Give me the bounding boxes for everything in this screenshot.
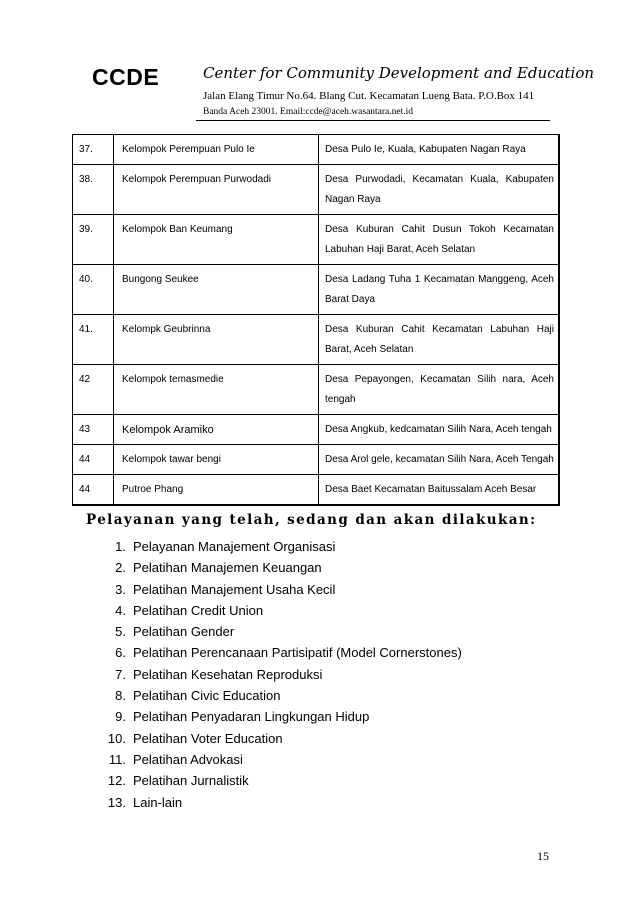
list-item	[86, 557, 462, 578]
list-item	[86, 600, 462, 621]
row-number: 42	[73, 365, 114, 415]
item-text: Pelatihan Gender	[133, 624, 235, 640]
list-item	[86, 749, 462, 770]
org-logo: CCDE	[92, 64, 160, 90]
table-row	[73, 475, 560, 506]
row-number: 40.	[73, 265, 114, 315]
list-item	[86, 706, 462, 727]
table-row	[73, 415, 560, 445]
item-number: 6.	[115, 645, 126, 661]
table-row	[73, 165, 560, 215]
item-number: 11.	[108, 751, 126, 767]
row-number: 41.	[73, 315, 114, 365]
item-text: Pelatihan Manajement Usaha Kecil	[133, 581, 336, 597]
item-number: 13.	[107, 794, 126, 810]
item-text: Pelatihan Manajemen Keuangan	[133, 560, 322, 576]
group-name: Kelompok Aramiko	[114, 415, 319, 445]
item-text: Pelatihan Advokasi	[133, 751, 243, 767]
org-address-line1: Jalan Elang Timur No.64. Blang Cut. Kecamatan Lueng Bata. P.O.Box 141	[203, 90, 535, 102]
org-address-line2: Banda Aceh 23001. Email:ccde@aceh.wasantara.net.id	[203, 107, 414, 117]
row-number: 43	[73, 415, 114, 445]
item-text: Pelatihan Perencanaan Partisipatif (Model Cornerstones)	[133, 645, 462, 661]
services-list	[86, 536, 462, 813]
list-item	[86, 642, 462, 663]
group-name: Kelompok Perempuan Pulo Ie	[114, 135, 319, 165]
row-number: 44	[73, 445, 114, 475]
item-text: Pelatihan Kesehatan Reproduksi	[133, 666, 323, 682]
item-text: Pelatihan Voter Education	[133, 730, 283, 746]
group-location: Desa Baet Kecamatan Baitussalam Aceh Besar	[319, 475, 560, 506]
group-location: Desa Kuburan Cahit Kecamatan Labuhan Haji Barat, Aceh Selatan	[319, 315, 560, 365]
row-number: 39.	[73, 215, 114, 265]
item-number: 7.	[115, 666, 126, 682]
group-name: Kelompok Ban Keumang	[114, 215, 319, 265]
org-title: Center for Community Development and Education	[203, 64, 595, 82]
item-text: Pelatihan Credit Union	[133, 602, 264, 618]
groups-table	[72, 134, 560, 506]
group-location: Desa Ladang Tuha 1 Kecamatan Manggeng, Aceh Barat Daya	[319, 265, 560, 315]
group-name: Kelompok Perempuan Purwodadi	[114, 165, 319, 215]
list-item	[86, 621, 462, 642]
list-item	[86, 685, 462, 706]
item-number: 1.	[115, 539, 126, 554]
group-location: Desa Kuburan Cahit Dusun Tokoh Kecamatan Labuhan Haji Barat, Aceh Selatan	[319, 215, 560, 265]
row-number: 37.	[73, 135, 114, 165]
item-number: 3.	[115, 581, 126, 597]
item-text: Pelatihan Penyadaran Lingkungan Hidup	[133, 709, 370, 725]
group-name: Bungong Seukee	[114, 265, 319, 315]
item-text: Pelayanan Manajement Organisasi	[133, 539, 336, 554]
table-row	[73, 215, 560, 265]
list-item	[86, 728, 462, 749]
item-number: 10.	[107, 730, 126, 746]
services-heading: Pelayanan yang telah, sedang dan akan dilakukan:	[86, 512, 537, 528]
item-text: Lain-lain	[133, 794, 183, 810]
group-location: Desa Pulo Ie, Kuala, Kabupaten Nagan Raya	[319, 135, 560, 165]
list-item	[86, 792, 462, 813]
group-name: Kelompk Geubrinna	[114, 315, 319, 365]
group-location: Desa Purwodadi, Kecamatan Kuala, Kabupaten Nagan Raya	[319, 165, 560, 215]
item-number: 2.	[115, 560, 126, 576]
page-number: 15	[537, 849, 549, 863]
header-divider	[196, 120, 550, 121]
item-text: Pelatihan Jurnalistik	[133, 773, 249, 789]
row-number: 38.	[73, 165, 114, 215]
group-location: Desa Arol gele, kecamatan Silih Nara, Aceh Tengah	[319, 445, 560, 475]
group-name: Putroe Phang	[114, 475, 319, 506]
table-row	[73, 265, 560, 315]
item-number: 12.	[107, 773, 126, 789]
item-number: 4.	[115, 602, 126, 618]
item-number: 9.	[115, 709, 126, 725]
group-name: Kelompok temasmedie	[114, 365, 319, 415]
table-row	[73, 315, 560, 365]
group-name: Kelompok tawar bengi	[114, 445, 319, 475]
item-number: 5.	[115, 624, 126, 640]
table-row	[73, 135, 560, 165]
item-text: Pelatihan Civic Education	[133, 688, 281, 704]
list-item	[86, 770, 462, 791]
table-row	[73, 445, 560, 475]
list-item	[86, 536, 462, 557]
item-number: 8.	[115, 688, 126, 704]
group-location: Desa Angkub, kedcamatan Silih Nara, Aceh tengah	[319, 415, 560, 445]
group-location: Desa Pepayongen, Kecamatan Silih nara, Aceh tengah	[319, 365, 560, 415]
list-item	[86, 664, 462, 685]
row-number: 44	[73, 475, 114, 506]
list-item	[86, 579, 462, 600]
table-row	[73, 365, 560, 415]
